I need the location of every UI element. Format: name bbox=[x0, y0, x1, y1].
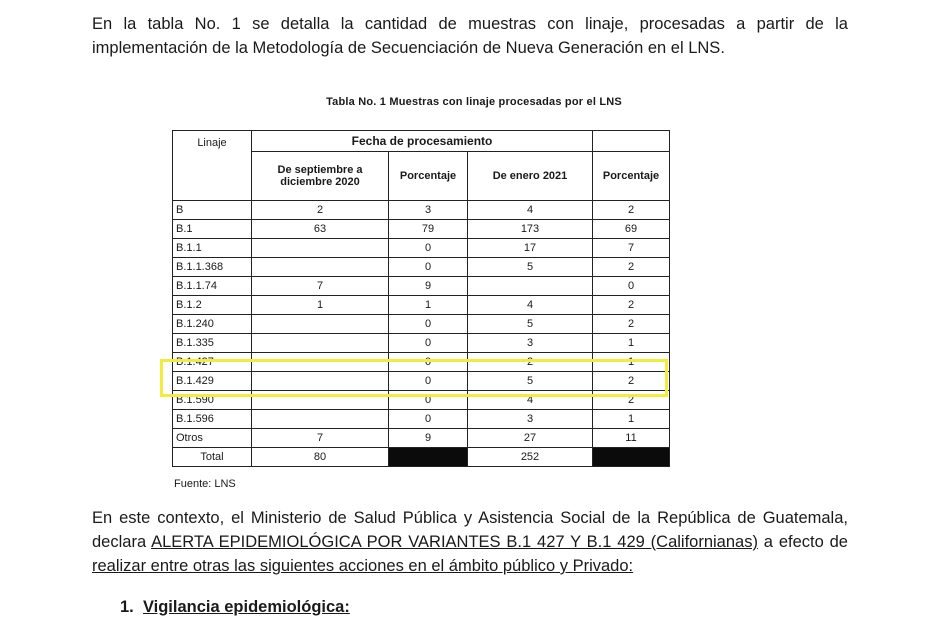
cell-pct1: 0 bbox=[389, 353, 468, 372]
cell-pct1: 1 bbox=[389, 296, 468, 315]
cell-pct2: 2 bbox=[593, 391, 670, 410]
cell-pct2: 11 bbox=[593, 429, 670, 448]
cell-sep-dec bbox=[252, 410, 389, 429]
context-paragraph bbox=[92, 506, 848, 578]
table-row bbox=[173, 391, 670, 410]
cell-pct2: 1 bbox=[593, 353, 670, 372]
table-row bbox=[173, 258, 670, 277]
cell-sep-dec: 2 bbox=[252, 201, 389, 220]
cell-jan: 3 bbox=[468, 410, 593, 429]
cell-sep-dec bbox=[252, 258, 389, 277]
col-header-pct2: Porcentaje bbox=[593, 152, 670, 201]
cell-jan: 27 bbox=[468, 429, 593, 448]
cell-jan bbox=[468, 277, 593, 296]
cell-sep-dec bbox=[252, 239, 389, 258]
table-row bbox=[173, 201, 670, 220]
heading-title: Vigilancia epidemiológica: bbox=[142, 598, 350, 616]
cell-pct2: 1 bbox=[593, 334, 670, 353]
cell-sep-dec: 7 bbox=[252, 277, 389, 296]
table-source: Fuente: LNS bbox=[174, 478, 236, 490]
cell-sep-dec: 7 bbox=[252, 429, 389, 448]
intro-paragraph: En la tabla No. 1 se detalla la cantidad de muestras con linaje, procesadas a partir de la implementación de la Metodología de Secuenciación de Nueva Generación en el LNS. bbox=[92, 15, 848, 57]
cell-jan: 5 bbox=[468, 372, 593, 391]
cell-pct1: 0 bbox=[389, 391, 468, 410]
cell-lineage: B.1.596 bbox=[173, 410, 252, 429]
cell-lineage: B bbox=[173, 201, 252, 220]
cell-pct2: 2 bbox=[593, 258, 670, 277]
section-heading bbox=[120, 598, 350, 617]
cell-sep-dec bbox=[252, 391, 389, 410]
cell-jan: 3 bbox=[468, 334, 593, 353]
total-pct2-blackout bbox=[593, 448, 670, 467]
cell-jan: 4 bbox=[468, 391, 593, 410]
cell-lineage: B.1.1.74 bbox=[173, 277, 252, 296]
group-header-processing-date: Fecha de procesamiento bbox=[252, 131, 593, 152]
total-label: Total bbox=[173, 448, 252, 467]
cell-pct2: 2 bbox=[593, 315, 670, 334]
blank-header-cell bbox=[593, 131, 670, 152]
cell-pct1: 0 bbox=[389, 372, 468, 391]
context-post: realizar entre otras las siguientes acciones en el ámbito público y Privado: bbox=[92, 557, 634, 575]
total-row bbox=[173, 448, 670, 467]
cell-pct1: 3 bbox=[389, 201, 468, 220]
table-row bbox=[173, 277, 670, 296]
cell-jan: 5 bbox=[468, 258, 593, 277]
cell-sep-dec: 1 bbox=[252, 296, 389, 315]
cell-jan: 2 bbox=[468, 353, 593, 372]
cell-lineage: Otros bbox=[173, 429, 252, 448]
cell-lineage: B.1.590 bbox=[173, 391, 252, 410]
table-row bbox=[173, 353, 670, 372]
cell-lineage: B.1 bbox=[173, 220, 252, 239]
cell-pct1: 9 bbox=[389, 277, 468, 296]
context-pre: En este contexto, el Ministerio de Salud Pública y Asistencia Social de la República de Guatemala, declara bbox=[92, 509, 848, 551]
cell-pct2: 0 bbox=[593, 277, 670, 296]
table-row bbox=[173, 334, 670, 353]
total-jan: 252 bbox=[468, 448, 593, 467]
cell-pct2: 69 bbox=[593, 220, 670, 239]
alert-declaration: ALERTA EPIDEMIOLÓGICA POR VARIANTES B.1 427 Y B.1 429 (Californianas) bbox=[151, 533, 758, 551]
cell-sep-dec bbox=[252, 315, 389, 334]
cell-jan: 173 bbox=[468, 220, 593, 239]
cell-jan: 5 bbox=[468, 315, 593, 334]
cell-lineage: B.1.335 bbox=[173, 334, 252, 353]
cell-sep-dec bbox=[252, 334, 389, 353]
cell-lineage: B.1.427 bbox=[173, 353, 252, 372]
cell-lineage: B.1.429 bbox=[173, 372, 252, 391]
cell-lineage: B.1.2 bbox=[173, 296, 252, 315]
total-sep-dec: 80 bbox=[252, 448, 389, 467]
cell-pct2: 2 bbox=[593, 201, 670, 220]
cell-sep-dec: 63 bbox=[252, 220, 389, 239]
heading-number: 1. bbox=[120, 598, 134, 616]
cell-lineage: B.1.1.368 bbox=[173, 258, 252, 277]
cell-sep-dec bbox=[252, 372, 389, 391]
table-row bbox=[173, 296, 670, 315]
cell-lineage: B.1.1 bbox=[173, 239, 252, 258]
cell-pct1: 0 bbox=[389, 334, 468, 353]
table-row bbox=[173, 429, 670, 448]
col-header-pct1: Porcentaje bbox=[389, 152, 468, 201]
cell-pct1: 0 bbox=[389, 258, 468, 277]
cell-pct2: 2 bbox=[593, 372, 670, 391]
cell-pct1: 0 bbox=[389, 315, 468, 334]
cell-pct2: 2 bbox=[593, 296, 670, 315]
cell-sep-dec bbox=[252, 353, 389, 372]
cell-jan: 17 bbox=[468, 239, 593, 258]
table-row bbox=[173, 410, 670, 429]
table-row bbox=[173, 372, 670, 391]
cell-pct1: 79 bbox=[389, 220, 468, 239]
cell-jan: 4 bbox=[468, 296, 593, 315]
total-pct1-blackout bbox=[389, 448, 468, 467]
col-header-jan: De enero 2021 bbox=[468, 152, 593, 201]
cell-pct2: 7 bbox=[593, 239, 670, 258]
col-header-lineage: Linaje bbox=[173, 131, 252, 201]
table-row bbox=[173, 315, 670, 334]
table-row bbox=[173, 220, 670, 239]
lineage-table bbox=[172, 130, 670, 467]
cell-pct1: 0 bbox=[389, 410, 468, 429]
cell-jan: 4 bbox=[468, 201, 593, 220]
cell-lineage: B.1.240 bbox=[173, 315, 252, 334]
table-caption: Tabla No. 1 Muestras con linaje procesadas por el LNS bbox=[326, 96, 622, 108]
cell-pct2: 1 bbox=[593, 410, 670, 429]
cell-pct1: 0 bbox=[389, 239, 468, 258]
table-row bbox=[173, 239, 670, 258]
cell-pct1: 9 bbox=[389, 429, 468, 448]
context-mid: a efecto de bbox=[757, 533, 848, 551]
col-header-sep-dec: De septiembre a diciembre 2020 bbox=[252, 152, 389, 201]
